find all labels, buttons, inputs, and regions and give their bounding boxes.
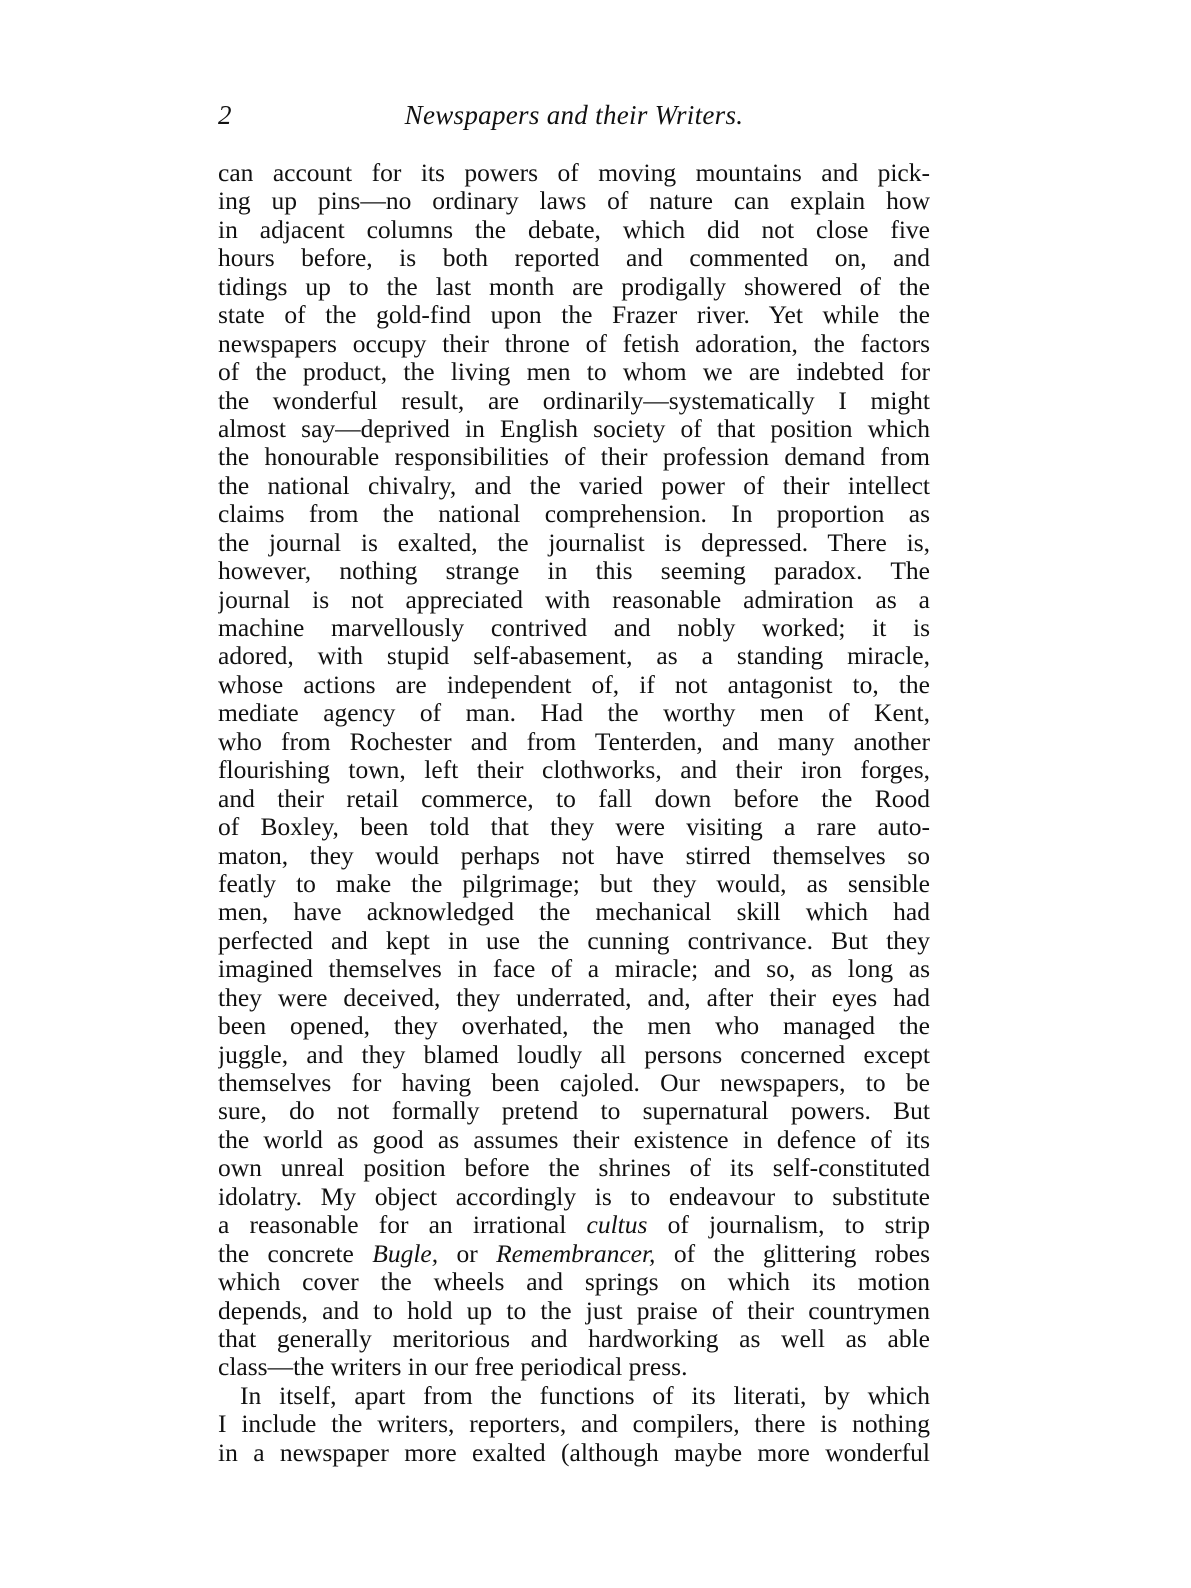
- text-line: can account for its powers of moving mountains and pick-: [218, 159, 930, 187]
- text-segment: of journalism, to strip: [667, 1211, 930, 1240]
- text-line: the honourable responsibilities of their profession demand from: [218, 443, 930, 472]
- text-line: men, have acknowledged the mechanical skill which had: [218, 898, 930, 927]
- text-line: journal is not appreciated with reasonable admiration as a: [218, 585, 930, 614]
- text-line: featly to make the pilgrimage; but they would, as sensible: [218, 869, 930, 898]
- text-line: however, nothing strange in this seeming paradox. The: [218, 557, 930, 586]
- text-segment: of the glittering robes: [673, 1239, 930, 1268]
- text-line: that generally meritorious and hardworking as well as able: [218, 1324, 930, 1353]
- text-line: maton, they would perhaps not have stirred themselves so: [218, 841, 930, 870]
- text-line: which cover the wheels and springs on which its motion: [218, 1268, 930, 1297]
- text-line: machine marvellously contrived and nobly worked; it is: [218, 614, 930, 642]
- text-line: themselves for having been cajoled. Our newspapers, to be: [218, 1069, 930, 1097]
- italic-term: Bugle,: [372, 1239, 439, 1268]
- text-line: the wonderful result, are ordinarily—systematically I might: [218, 386, 930, 415]
- text-line: in adjacent columns the debate, which did not close five: [218, 215, 930, 244]
- text-line: state of the gold-find upon the Frazer river. Yet while the: [218, 301, 930, 330]
- text-line: In itself, apart from the functions of its literati, by which: [240, 1381, 930, 1410]
- text-line: adored, with stupid self-abasement, as a standing miracle,: [218, 642, 930, 671]
- text-line: in a newspaper more exalted (although maybe more wonderful: [218, 1438, 930, 1467]
- text-line: class—the writers in our free periodical press.: [218, 1353, 688, 1382]
- text-line: tidings up to the last month are prodigally showered of the: [218, 272, 930, 301]
- text-line: I include the writers, reporters, and compilers, there is nothing: [218, 1410, 930, 1439]
- text-line: sure, do not formally pretend to supernatural powers. But: [218, 1097, 930, 1126]
- text-line: idolatry. My object accordingly is to endeavour to substitute: [218, 1182, 930, 1211]
- text-line: of Boxley, been told that they were visiting a rare auto-: [218, 813, 930, 842]
- running-title: Newspapers and their Writers.: [404, 100, 744, 130]
- body-text: [218, 159, 930, 1467]
- page-number: 2: [218, 100, 232, 130]
- text-line: hours before, is both reported and commented on, and: [218, 244, 930, 273]
- text-line: flourishing town, left their clothworks, and their iron forges,: [218, 756, 930, 785]
- text-line: depends, and to hold up to the just praise of their countrymen: [218, 1296, 930, 1325]
- text-line: ing up pins—no ordinary laws of nature can explain how: [218, 187, 930, 216]
- text-line: the world as good as assumes their existence in defence of its: [218, 1125, 930, 1154]
- running-head: [218, 100, 930, 140]
- text-line: mediate agency of man. Had the worthy men of Kent,: [218, 699, 930, 728]
- text-line: claims from the national comprehension. In proportion as: [218, 500, 930, 529]
- text-line-with-italic: [218, 1211, 930, 1239]
- italic-term: cultus: [586, 1211, 648, 1240]
- text-line: imagined themselves in face of a miracle; and so, as long as: [218, 955, 930, 984]
- text-line: own unreal position before the shrines of its self-constituted: [218, 1154, 930, 1183]
- text-line: whose actions are independent of, if not antagonist to, the: [218, 670, 930, 699]
- text-line: almost say—deprived in English society of that position which: [218, 414, 930, 443]
- text-line: juggle, and they blamed loudly all persons concerned except: [218, 1040, 930, 1069]
- text-line: of the product, the living men to whom we are indebted for: [218, 358, 930, 387]
- text-line: perfected and kept in use the cunning contrivance. But they: [218, 926, 930, 955]
- text-line: and their retail commerce, to fall down before the Rood: [218, 784, 930, 813]
- text-line: newspapers occupy their throne of fetish adoration, the factors: [218, 329, 930, 358]
- text-segment: or: [456, 1239, 478, 1268]
- text-line: the national chivalry, and the varied power of their intellect: [218, 471, 930, 500]
- text-segment: the concrete: [218, 1239, 354, 1268]
- text-line: who from Rochester and from Tenterden, and many another: [218, 727, 930, 756]
- text-line: they were deceived, they underrated, and, after their eyes had: [218, 983, 930, 1012]
- text-line: been opened, they overhated, the men who managed the: [218, 1012, 930, 1041]
- text-line: the journal is exalted, the journalist is depressed. There is,: [218, 528, 930, 557]
- text-segment: a reasonable for an irrational: [218, 1211, 567, 1240]
- italic-term: Remembrancer,: [496, 1239, 656, 1268]
- text-line-with-italic: [218, 1240, 930, 1268]
